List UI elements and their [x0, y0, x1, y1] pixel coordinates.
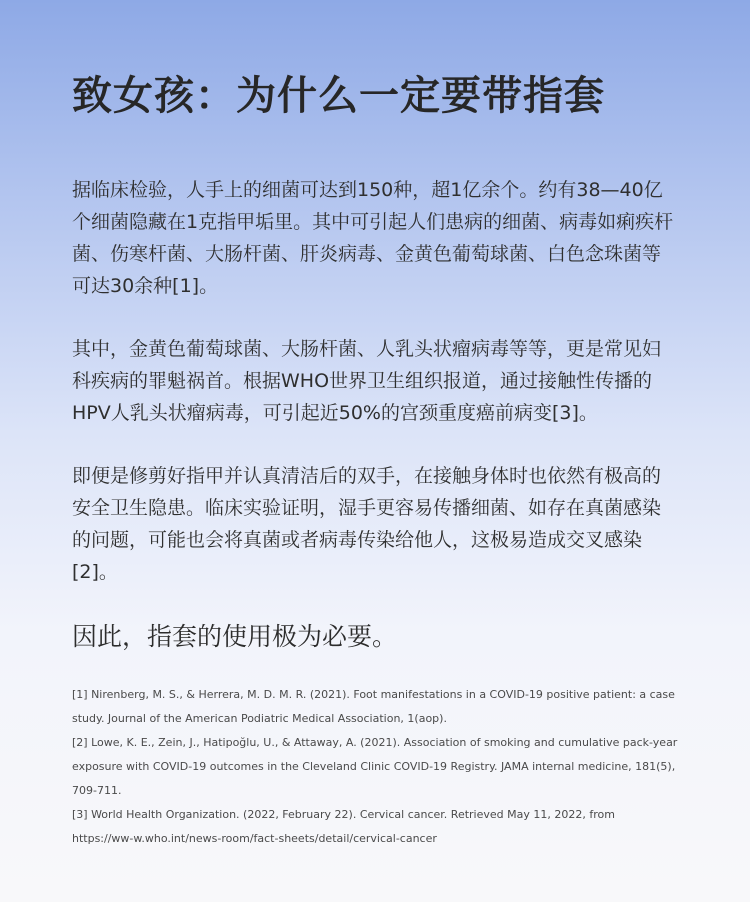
article-body [72, 174, 678, 851]
paragraph-1: 据临床检验，人手上的细菌可达到150种，超1亿余个。约有38—40亿个细菌隐藏在1克指甲垢里。其中可引起人们患病的细菌、病毒如痢疾杆菌、伤寒杆菌、大肠杆菌、肝炎病毒、金黄色葡萄球菌、白色念珠菌等可达30余种[1]。 [72, 179, 674, 297]
page-title: 致女孩：为什么一定要带指套 [72, 73, 605, 119]
paragraph-2: 其中，金黄色葡萄球菌、大肠杆菌、人乳头状瘤病毒等等，更是常见妇科疾病的罪魁祸首。根据WHO世界卫生组织报道，通过接触性传播的HPV人乳头状瘤病毒，可引起近50%的宫颈重度癌前病变[3]。 [72, 338, 662, 424]
references-list [72, 683, 678, 851]
conclusion-text: 因此，指套的使用极为必要。 [72, 622, 398, 651]
reference-2: [2] Lowe, K. E., Zein, J., Hatipoğlu, U., & Attaway, A. (2021). Association of smoking and cumulative pack-year exposure with COVID-19 outcomes in the Cleveland Clinic COVID-19 Registry. JAMA internal medicine, 181(5), 709-711. [72, 736, 678, 797]
reference-1: [1] Nirenberg, M. S., & Herrera, M. D. M. R. (2021). Foot manifestations in a COVID-19 positive patient: a case study. Journal of the American Podiatric Medical Association, 1(aop). [72, 688, 675, 725]
paragraph-3: 即便是修剪好指甲并认真清洁后的双手，在接触身体时也依然有极高的安全卫生隐患。临床实验证明，湿手更容易传播细菌、如存在真菌感染的问题，可能也会将真菌或者病毒传染给他人，这极易造成交叉感染[2]。 [72, 465, 662, 583]
reference-3: [3] World Health Organization. (2022, February 22). Cervical cancer. Retrieved May 11, 2022, from https://ww-w.who.int/news-room/fact-sheets/detail/cervical-cancer [72, 808, 615, 845]
